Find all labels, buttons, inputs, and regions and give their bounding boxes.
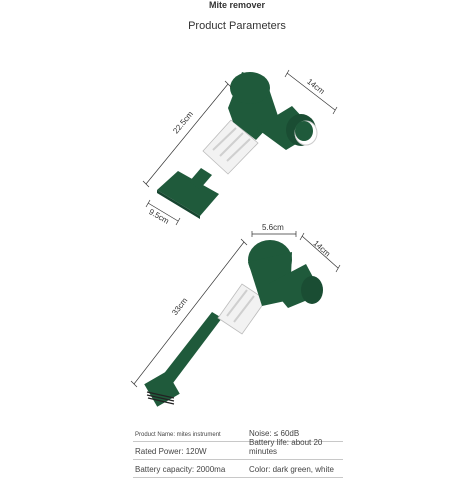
section-title: Product Parameters xyxy=(188,20,286,32)
power-value: Rated Power: 120W xyxy=(135,447,207,456)
head-width-label-top: 14cm xyxy=(305,76,327,97)
length-label-bottom: 33cm xyxy=(170,296,190,317)
parameter-row xyxy=(133,438,343,460)
parameter-table xyxy=(133,424,343,478)
color-value: Color: dark green, white xyxy=(249,465,334,474)
length-label-top: 22.5cm xyxy=(171,109,195,136)
battery-life-value: Battery life: about 20 minutes xyxy=(249,438,323,456)
device-bottom-image xyxy=(144,240,323,407)
width-label-bottom: 5.6cm xyxy=(262,223,284,232)
brush-width-label-top: 9.5cm xyxy=(147,207,171,226)
parameter-row xyxy=(133,460,343,478)
noise-value: Noise: ≤ 60dB xyxy=(249,429,300,438)
product-name-value: Product Name: mites instrument xyxy=(135,432,221,438)
device-top-image xyxy=(157,72,317,219)
head-label-bottom: 14cm xyxy=(311,238,333,259)
capacity-value: Battery capacity: 2000ma xyxy=(135,465,226,474)
product-title: Mite remover xyxy=(208,0,266,10)
